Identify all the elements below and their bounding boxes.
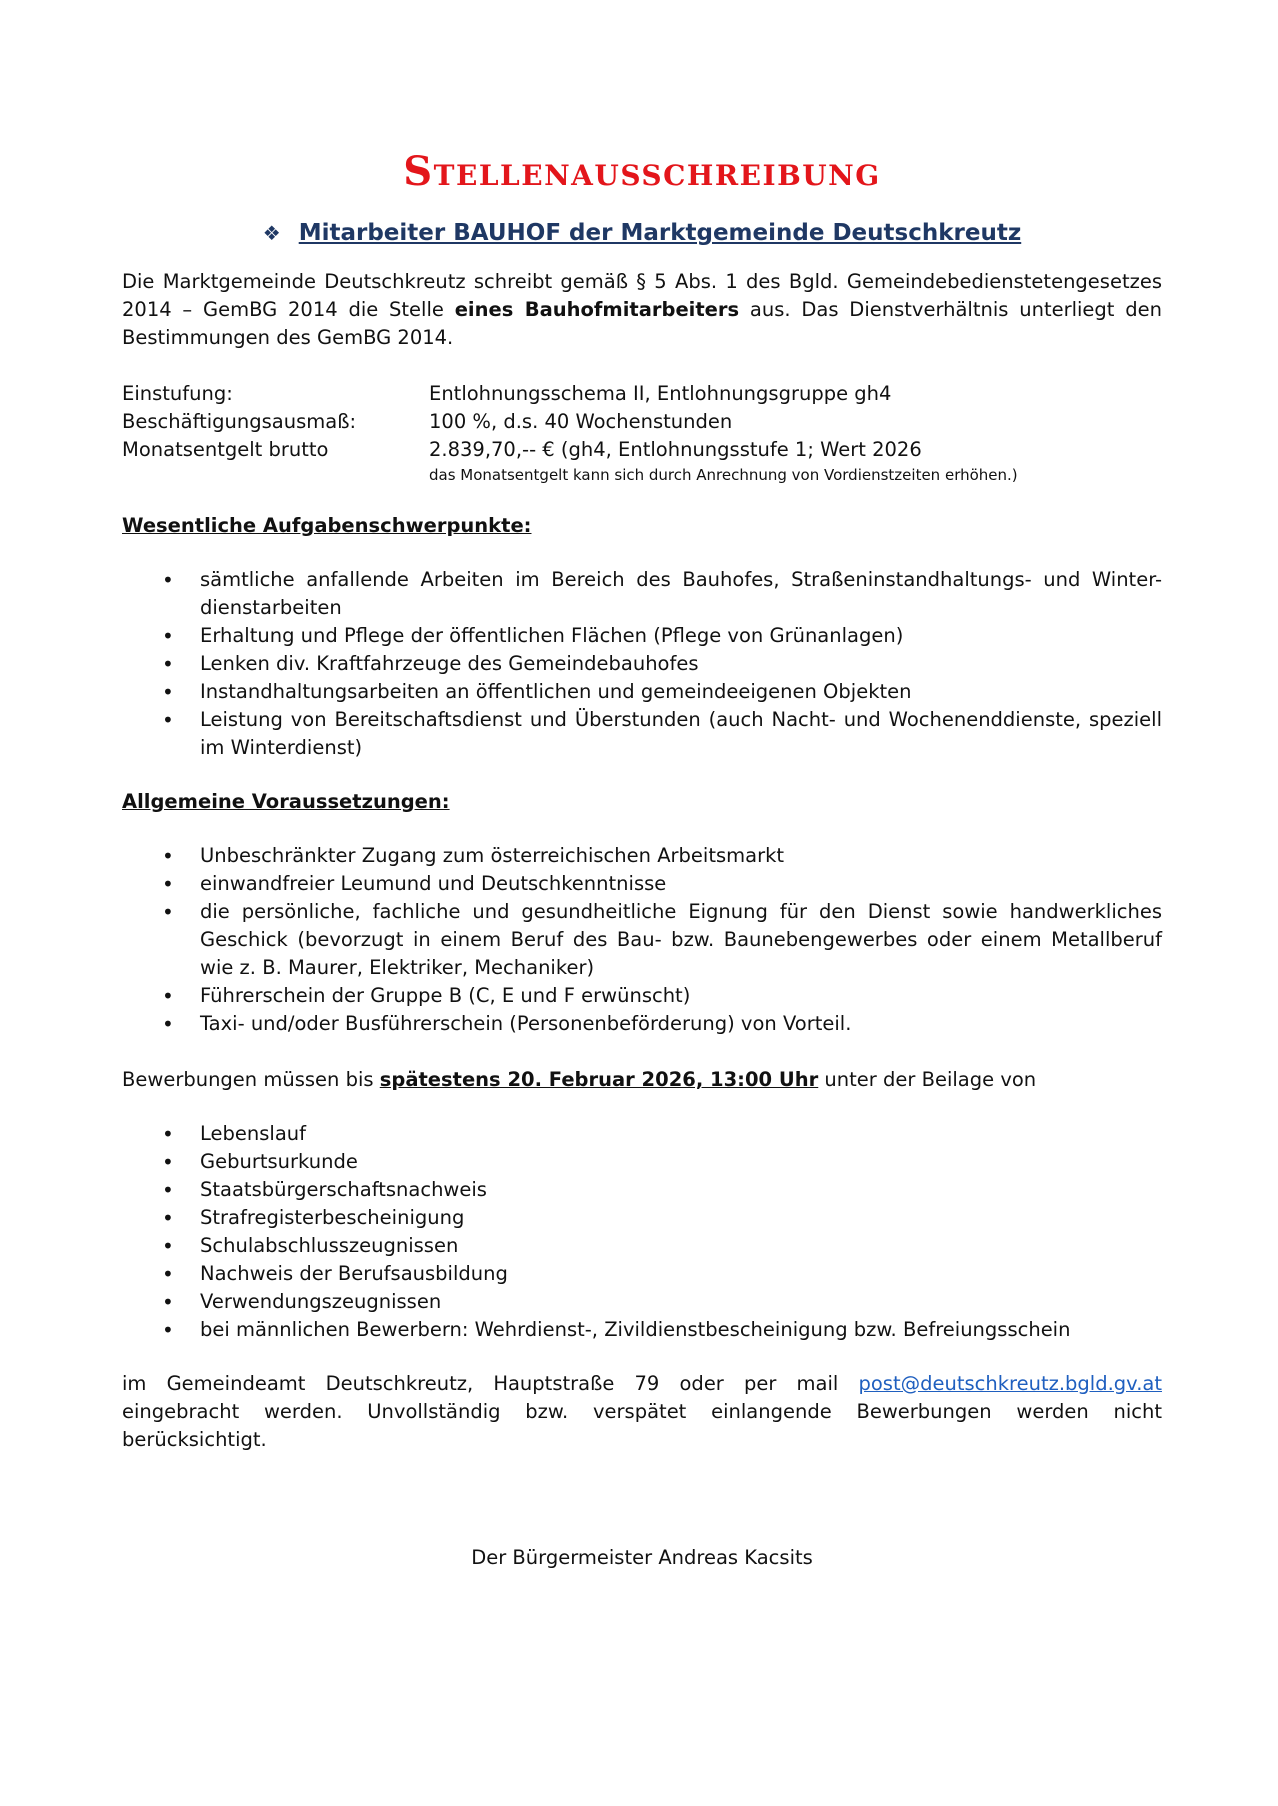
closing-before: im Gemeindeamt Deutschkreutz, Hauptstraße 79 oder per mail <box>122 1372 859 1395</box>
info-label-einstufung: Einstufung: <box>122 382 233 405</box>
list-item: • sämtliche anfallende Arbeiten im Bereich des Bauhofes, Straßeninstandhaltungs- und Winter-dienstarbeiten <box>122 566 1162 622</box>
deadline-paragraph <box>122 1066 1162 1094</box>
list-item: • Leistung von Bereitschaftsdienst und Überstunden (auch Nacht- und Wochenenddienste, speziell im Winterdienst) <box>122 706 1162 762</box>
list-item: • Schulabschlusszeugnissen <box>122 1232 1162 1260</box>
email-link[interactable]: post@deutschkreutz.bgld.gv.at <box>858 1372 1162 1395</box>
list-item: • Verwendungszeugnissen <box>122 1288 1162 1316</box>
job-subtitle <box>122 218 1162 248</box>
intro-paragraph <box>122 268 1162 352</box>
list-item: • bei männlichen Bewerbern: Wehrdienst-, Zivildienstbescheinigung bzw. Befreiungsschein <box>122 1316 1162 1344</box>
info-value-einstufung: Entlohnungsschema II, Entlohnungsgruppe gh4 <box>429 382 892 405</box>
deadline-after: unter der Beilage von <box>818 1068 1037 1091</box>
list-item: • Geburtsurkunde <box>122 1148 1162 1176</box>
list-item: • Instandhaltungsarbeiten an öffentlichen und gemeindeeigenen Objekten <box>122 678 1162 706</box>
tasks-list <box>122 566 1162 762</box>
list-item: • Staatsbürgerschaftsnachweis <box>122 1176 1162 1204</box>
deadline-date: spätestens 20. Februar 2026, 13:00 Uhr <box>379 1068 819 1091</box>
list-item: • die persönliche, fachliche und gesundheitliche Eignung für den Dienst sowie handwerkliches Geschick (bevorzugt in einem Beruf des Bau- bzw. Baunebengewerbes oder einem Metallberuf wie z. B. Maurer, Elektriker, Mechaniker) <box>122 898 1162 982</box>
intro-part1: Die Marktgemeinde Deutschkreutz schreibt gemäß § 5 Abs. 1 des Bgld. Gemeindebedienstetengesetzes 2014 – GemBG 2014 die Stelle <box>122 270 1162 321</box>
list-item: • einwandfreier Leumund und Deutschkenntnisse <box>122 870 1162 898</box>
list-item: • Lebenslauf <box>122 1120 1162 1148</box>
list-item: • Führerschein der Gruppe B (C, E und F erwünscht) <box>122 982 1162 1010</box>
subtitle-text: Mitarbeiter BAUHOF der Marktgemeinde Deutschkreutz <box>298 220 1022 246</box>
info-note: das Monatsentgelt kann sich durch Anrechnung von Vordienstzeiten erhöhen.) <box>429 466 1018 484</box>
closing-paragraph <box>122 1370 1162 1454</box>
list-item: • Erhaltung und Pflege der öffentlichen Flächen (Pflege von Grünanlagen) <box>122 622 1162 650</box>
intro-part2: aus. Das Dienstverhältnis unterliegt den Bestimmungen des GemBG 2014. <box>122 298 1162 349</box>
deadline-before: Bewerbungen müssen bis <box>122 1068 380 1091</box>
list-item: • Lenken div. Kraftfahrzeuge des Gemeindebauhofes <box>122 650 1162 678</box>
intro-bold: eines Bauhofmitarbeiters <box>454 298 740 321</box>
documents-list <box>122 1120 1162 1344</box>
info-label-entgelt: Monatsentgelt brutto <box>122 438 329 461</box>
list-item: • Strafregisterbescheinigung <box>122 1204 1162 1232</box>
list-item: • Nachweis der Berufsausbildung <box>122 1260 1162 1288</box>
tasks-heading: Wesentliche Aufgabenschwerpunkte: <box>122 514 532 537</box>
info-value-ausmass: 100 %, d.s. 40 Wochenstunden <box>429 410 733 433</box>
closing-after: eingebracht werden. Unvollständig bzw. verspätet einlangende Bewerbungen werden nicht berücksichtigt. <box>122 1400 1162 1451</box>
list-item: • Taxi- und/oder Busführerschein (Personenbeförderung) von Vorteil. <box>122 1010 1162 1038</box>
info-value-entgelt: 2.839,70,-- € (gh4, Entlohnungsstufe 1; Wert 2026 <box>429 438 922 461</box>
requirements-heading: Allgemeine Voraussetzungen: <box>122 790 450 813</box>
list-item: • Unbeschränkter Zugang zum österreichischen Arbeitsmarkt <box>122 842 1162 870</box>
document-page <box>122 150 1162 1572</box>
diamond-bullet-icon: ❖ <box>262 221 281 245</box>
employment-info <box>122 380 1162 486</box>
page-title <box>122 150 1162 194</box>
info-label-ausmass: Beschäftigungsausmaß: <box>122 410 357 433</box>
requirements-list <box>122 842 1162 1038</box>
title-text: Stellenausschreibung <box>403 148 881 195</box>
signature: Der Bürgermeister Andreas Kacsits <box>471 1546 813 1569</box>
